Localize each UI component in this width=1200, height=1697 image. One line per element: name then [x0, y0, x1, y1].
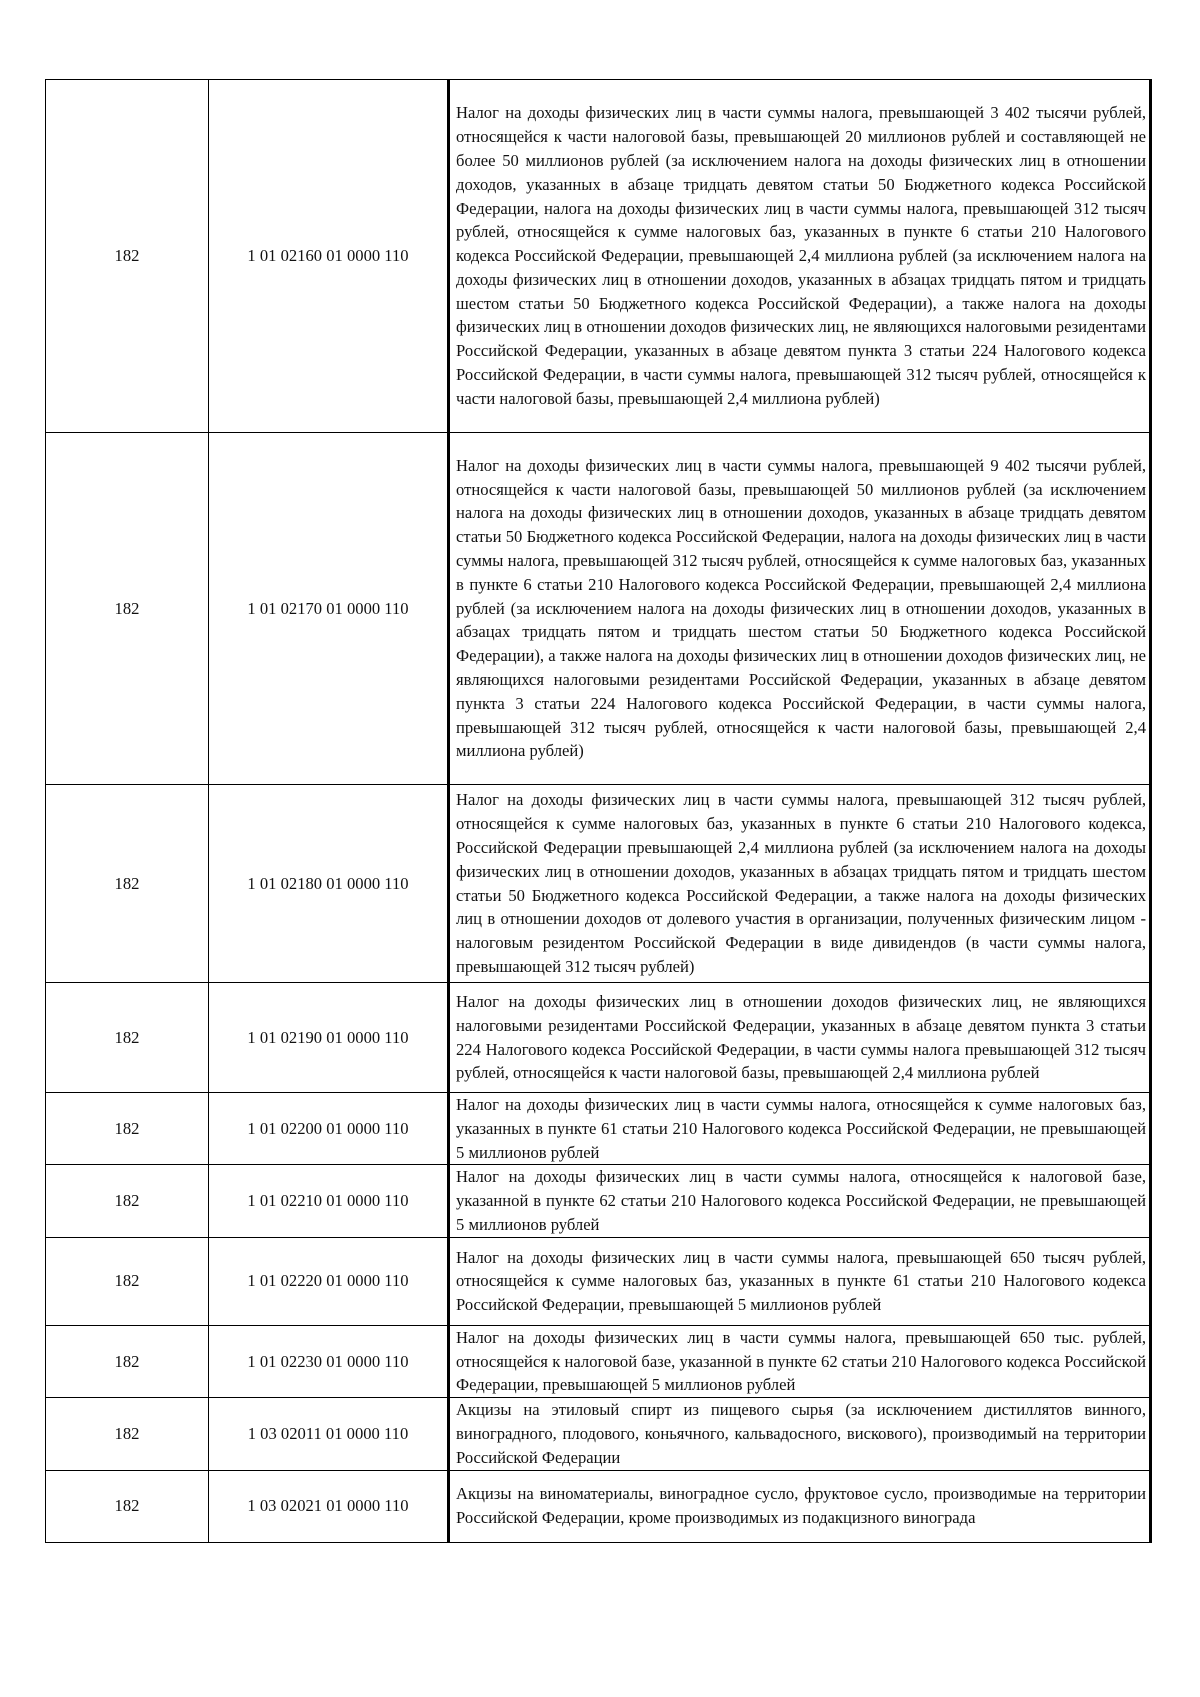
table-row [46, 80, 1151, 433]
revenue-name-cell: Налог на доходы физических лиц в части суммы налога, превышающей 650 тысяч рублей, относящейся к сумме налоговых баз, указанных в пункте 61 статьи 210 Налогового кодекса Российской Федерации, превышающей 5 миллионов рублей [449, 1237, 1151, 1325]
revenue-name-cell: Налог на доходы физических лиц в части суммы налога, превышающей 3 402 тысячи рублей, относящейся к части налоговой базы, превышающей 20 миллионов рублей и составляющей не более 50 миллионов рублей (за исключением налога на доходы физических лиц в отношении доходов, указанных в абзаце тридцать девятом статьи 50 Бюджетного кодекса Российской Федерации, налога на доходы физических лиц в части суммы налога, превышающей 312 тысяч рублей, относящейся к сумме налоговых баз, указанных в пункте 6 статьи 210 Налогового кодекса Российской Федерации, превышающей 2,4 миллиона рублей (за исключением налога на доходы физических лиц в отношении доходов, указанных в абзацах тридцать пятом и тридцать шестом статьи 50 Бюджетного кодекса Российской Федерации), а также налога на доходы физических лиц в отношении доходов физических лиц, не являющихся налоговыми резидентами Российской Федерации, указанных в абзаце девятом пункта 3 статьи 224 Налогового кодекса Российской Федерации, в части суммы налога, превышающей 312 тысяч рублей, относящейся к части налоговой базы, превышающей 2,4 миллиона рублей) [449, 80, 1151, 433]
table-row [46, 433, 1151, 785]
revenue-name-cell: Налог на доходы физических лиц в части суммы налога, относящейся к сумме налоговых баз, указанных в пункте 61 статьи 210 Налогового кодекса Российской Федерации, не превышающей 5 миллионов рублей [449, 1093, 1151, 1165]
admin-code-cell: 182 [46, 785, 209, 983]
budget-codes-table [45, 79, 1152, 1543]
budget-code-cell: 1 01 02180 01 0000 110 [209, 785, 449, 983]
revenue-name-cell: Акцизы на виноматериалы, виноградное сусло, фруктовое сусло, производимые на территории Российской Федерации, кроме производимых из подакцизного винограда [449, 1470, 1151, 1542]
budget-code-cell: 1 01 02210 01 0000 110 [209, 1165, 449, 1237]
table-row [46, 1325, 1151, 1397]
table-row [46, 785, 1151, 983]
budget-code-cell: 1 01 02190 01 0000 110 [209, 983, 449, 1093]
admin-code-cell: 182 [46, 983, 209, 1093]
table-row [46, 1165, 1151, 1237]
admin-code-cell: 182 [46, 80, 209, 433]
table-row [46, 983, 1151, 1093]
budget-code-cell: 1 03 02021 01 0000 110 [209, 1470, 449, 1542]
admin-code-cell: 182 [46, 1165, 209, 1237]
revenue-name-cell: Налог на доходы физических лиц в части суммы налога, превышающей 312 тысяч рублей, относящейся к сумме налоговых баз, указанных в пункте 6 статьи 210 Налогового кодекса, Российской Федерации превышающей 2,4 миллиона рублей (за исключением налога на доходы физических лиц в отношении доходов, указанных в абзацах тридцать пятом и тридцать шестом статьи 50 Бюджетного кодекса Российской Федерации, а также налога на доходы физических лиц в отношении доходов от долевого участия в организации, полученных физическим лицом - налоговым резидентом Российской Федерации в виде дивидендов (в части суммы налога, превышающей 312 тысяч рублей) [449, 785, 1151, 983]
revenue-name-cell: Налог на доходы физических лиц в части суммы налога, относящейся к налоговой базе, указанной в пункте 62 статьи 210 Налогового кодекса Российской Федерации, не превышающей 5 миллионов рублей [449, 1165, 1151, 1237]
budget-code-cell: 1 01 02170 01 0000 110 [209, 433, 449, 785]
admin-code-cell: 182 [46, 1470, 209, 1542]
budget-code-cell: 1 01 02160 01 0000 110 [209, 80, 449, 433]
admin-code-cell: 182 [46, 1093, 209, 1165]
budget-code-cell: 1 03 02011 01 0000 110 [209, 1398, 449, 1470]
admin-code-cell: 182 [46, 1237, 209, 1325]
admin-code-cell: 182 [46, 1325, 209, 1397]
budget-code-cell: 1 01 02200 01 0000 110 [209, 1093, 449, 1165]
budget-code-cell: 1 01 02230 01 0000 110 [209, 1325, 449, 1397]
revenue-name-cell: Налог на доходы физических лиц в части суммы налога, превышающей 9 402 тысячи рублей, относящейся к части налоговой базы, превышающей 50 миллионов рублей (за исключением налога на доходы физических лиц в отношении доходов, указанных в абзаце тридцать девятом статьи 50 Бюджетного кодекса Российской Федерации, налога на доходы физических лиц в части суммы налога, превышающей 312 тысяч рублей, относящейся к сумме налоговых баз, указанных в пункте 6 статьи 210 Налогового кодекса Российской Федерации, превышающей 2,4 миллиона рублей (за исключением налога на доходы физических лиц в отношении доходов, указанных в абзацах тридцать пятом и тридцать шестом статьи 50 Бюджетного кодекса Российской Федерации), а также налога на доходы физических лиц в отношении доходов физических лиц, не являющихся налоговыми резидентами Российской Федерации, указанных в абзаце девятом пункта 3 статьи 224 Налогового кодекса Российской Федерации, в части суммы налога, превышающей 312 тысяч рублей, относящейся к части налоговой базы, превышающей 2,4 миллиона рублей) [449, 433, 1151, 785]
table-row [46, 1470, 1151, 1542]
admin-code-cell: 182 [46, 433, 209, 785]
revenue-name-cell: Налог на доходы физических лиц в части суммы налога, превышающей 650 тыс. рублей, относящейся к налоговой базе, указанной в пункте 62 статьи 210 Налогового кодекса Российской Федерации, превышающей 5 миллионов рублей [449, 1325, 1151, 1397]
revenue-name-cell: Налог на доходы физических лиц в отношении доходов физических лиц, не являющихся налоговыми резидентами Российской Федерации, указанных в абзаце девятом пункта 3 статьи 224 Налогового кодекса Российской Федерации, в части суммы налога превышающей 312 тысяч рублей, относящейся к части налоговой базы, превышающей 2,4 миллиона рублей [449, 983, 1151, 1093]
table-row [46, 1398, 1151, 1470]
admin-code-cell: 182 [46, 1398, 209, 1470]
table-row [46, 1237, 1151, 1325]
table-row [46, 1093, 1151, 1165]
revenue-name-cell: Акцизы на этиловый спирт из пищевого сырья (за исключением дистиллятов винного, виноградного, плодового, коньячного, кальвадосного, вискового), производимый на территории Российской Федерации [449, 1398, 1151, 1470]
budget-code-cell: 1 01 02220 01 0000 110 [209, 1237, 449, 1325]
